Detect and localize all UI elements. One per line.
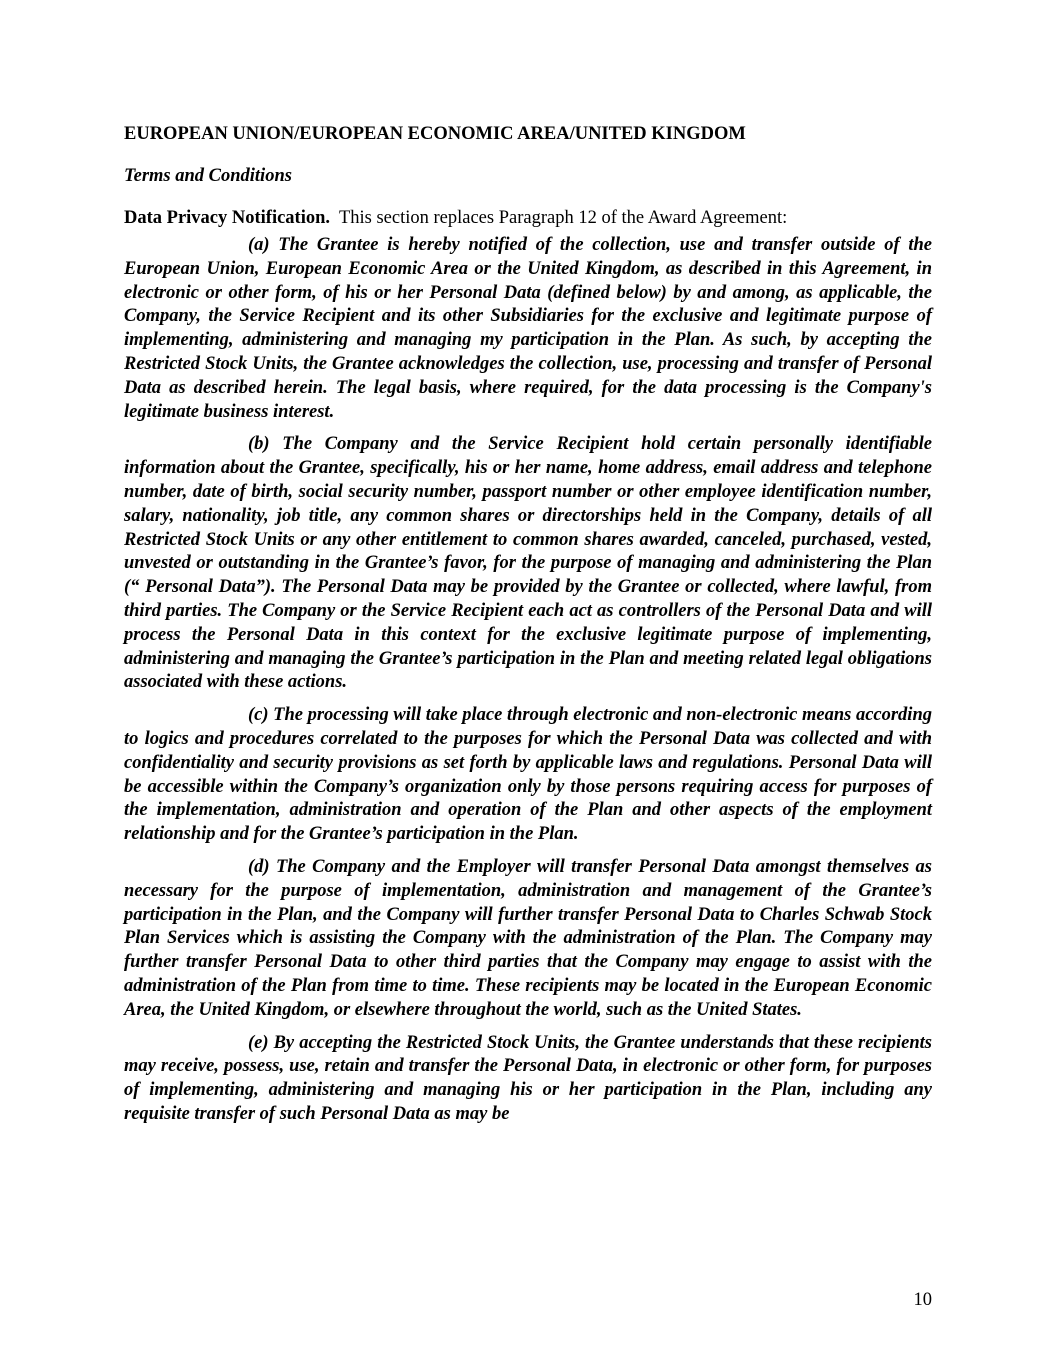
intro-text: This section replaces Paragraph 12 of the Award Agreement: <box>338 208 788 228</box>
paragraph-a: (a) The Grantee is hereby notified of the collection, use and transfer outside of the European Union, European Economic Area or the United Kingdom, as described in this Agreement, in electronic or other form, of his or her Personal Data (defined below) by and among, as applicable, the Company, the Service Recipient and its other Subsidiaries for the exclusive and legitimate purpose of implementing, administering and managing my participation in the Plan. As such, by accepting the Restricted Stock Units, the Grantee acknowledges the collection, use, processing and transfer of Personal Data as described herein. The legal basis, where required, for the data processing is the Company's legitimate business interest. <box>124 235 932 422</box>
section-heading: EUROPEAN UNION/EUROPEAN ECONOMIC AREA/UNITED KINGDOM <box>124 124 746 144</box>
paragraph-e: (e) By accepting the Restricted Stock Units, the Grantee understands that these recipients may receive, possess, use, retain and transfer the Personal Data, in electronic or other form, for purposes of implementing, administering and managing his or her participation in the Plan, including any requisite transfer of such Personal Data as may be <box>124 1032 932 1124</box>
paragraph-c: (c) The processing will take place through electronic and non-electronic means according to logics and procedures correlated to the purposes for which the Personal Data was collected and with confidentiality and security provisions as set forth by applicable laws and regulations. Personal Data will be accessible within the Company’s organization only by those persons requiring access for purposes of the implementation, administration and operation of the Plan and other aspects of the employment relationship and for the Grantee’s participation in the Plan. <box>124 705 932 845</box>
page-number: 10 <box>913 1290 932 1310</box>
intro-line <box>124 206 932 230</box>
paragraph-d: (d) The Company and the Employer will transfer Personal Data amongst themselves as necessary for the purpose of implementation, administration and management of the Grantee’s participation in the Plan, and the Company will further transfer Personal Data to Charles Schwab Stock Plan Services which is assisting the Company with the administration of the Plan. The Company may further transfer Personal Data to other third parties that the Company may engage to assist with the administration of the Plan from time to time. These recipients may be located in the European Economic Area, the United Kingdom, or elsewhere throughout the world, such as the United States. <box>124 856 932 1020</box>
section-subheading: Terms and Conditions <box>124 166 292 186</box>
intro-lead: Data Privacy Notification. <box>124 208 331 228</box>
paragraph-b: (b) The Company and the Service Recipient hold certain personally identifiable information about the Grantee, specifically, his or her name, home address, email address and telephone number, date of birth, social security number, passport number or other employee identification number, salary, nationality, job title, any common shares or directorships held in the Company, details of all Restricted Stock Units or any other entitlement to common shares awarded, canceled, purchased, vested, unvested or outstanding in the Grantee’s favor, for the purpose of managing and administering the Plan (“ Personal Data”). The Personal Data may be provided by the Grantee or collected, where lawful, from third parties. The Company or the Service Recipient each act as controllers of the Personal Data and will process the Personal Data in this context for the exclusive legitimate purpose of implementing, administering and managing the Grantee’s participation in the Plan and meeting related legal obligations associated with these actions. <box>124 434 932 693</box>
document-page <box>124 122 932 1136</box>
